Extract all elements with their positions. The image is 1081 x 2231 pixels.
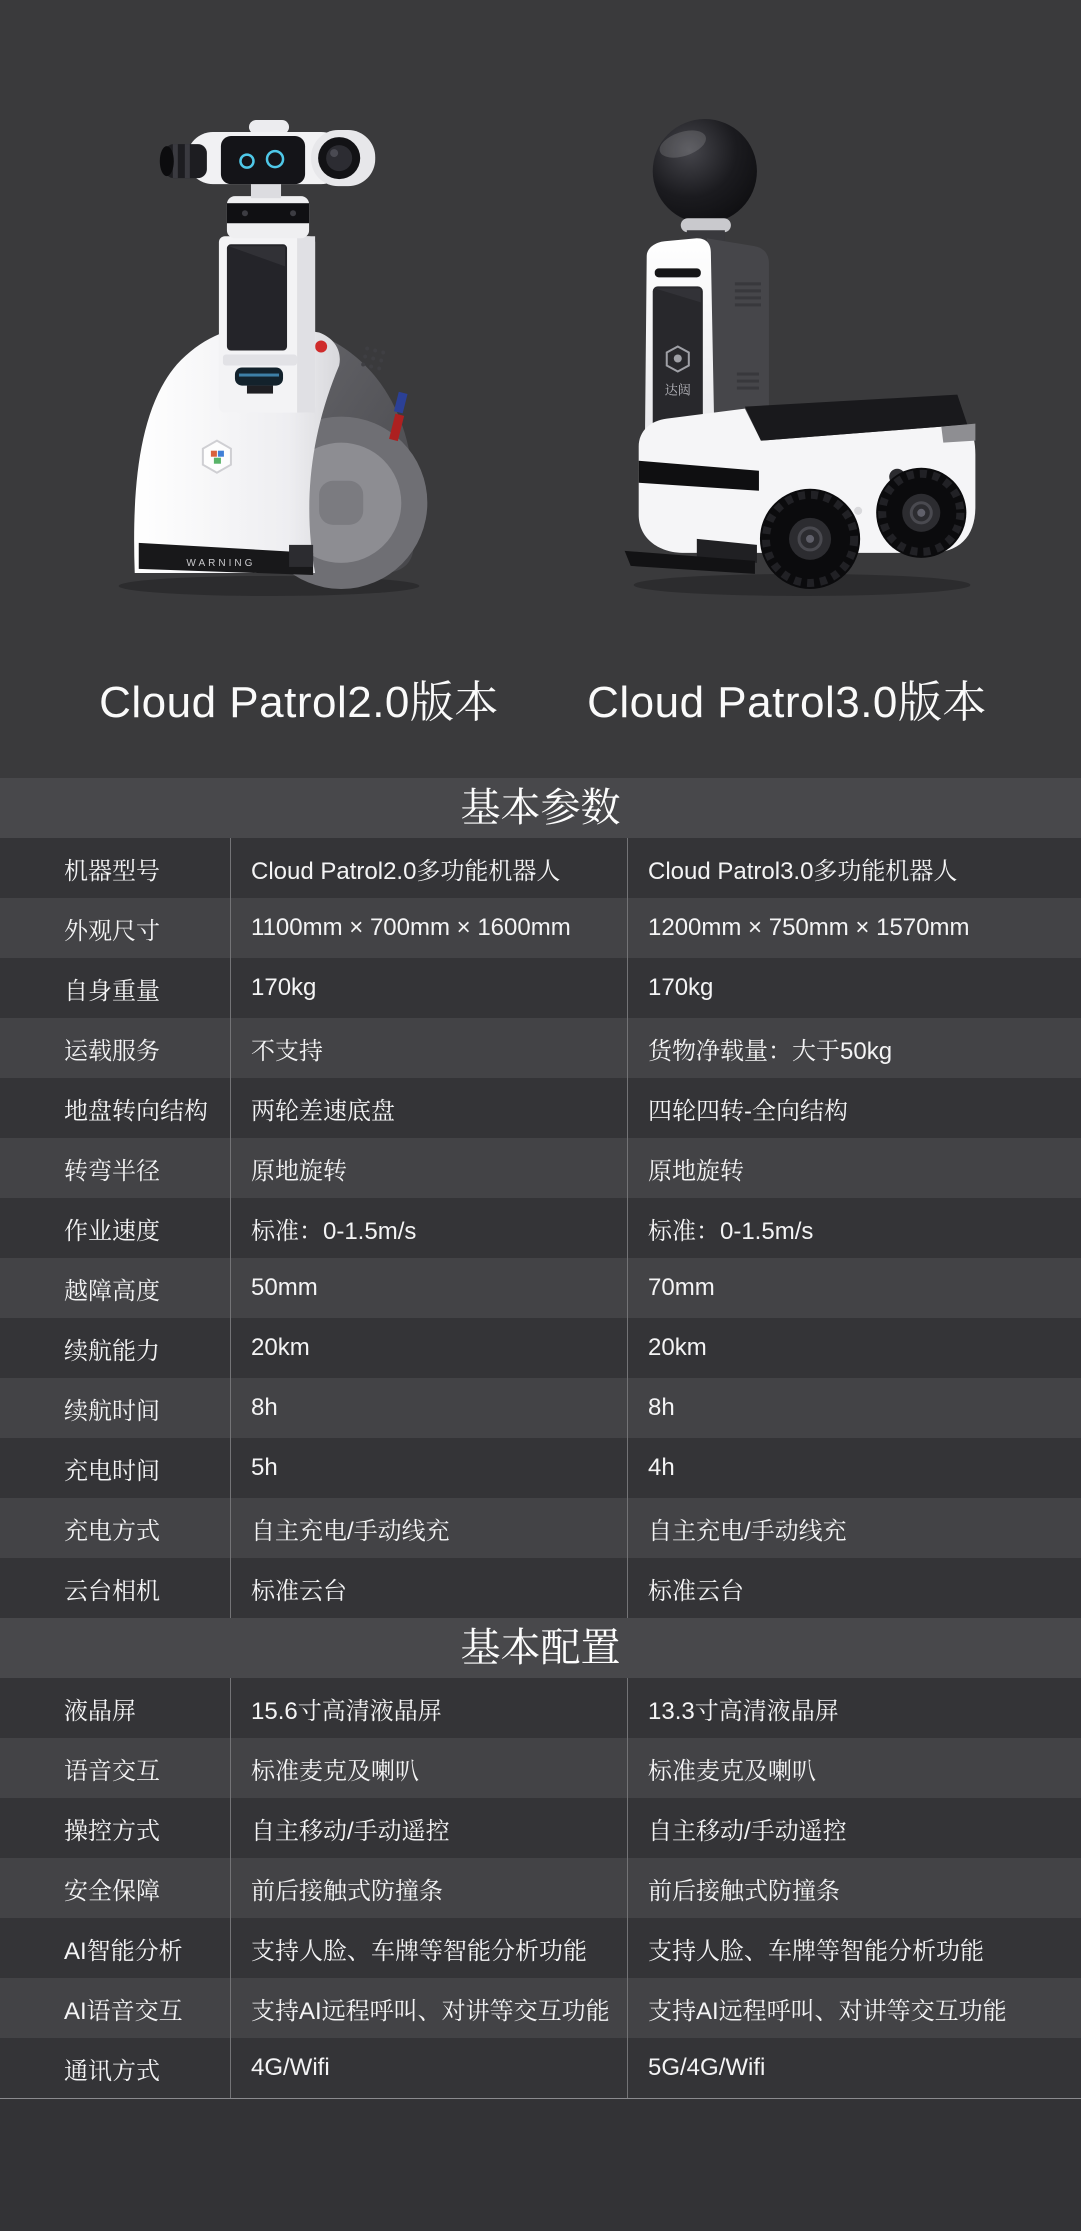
spec-value-v2: 标准麦克及喇叭 bbox=[627, 1738, 1081, 1798]
spec-label: 外观尺寸 bbox=[64, 917, 160, 945]
spec-table bbox=[0, 778, 1081, 2098]
spec-value-v2: 前后接触式防撞条 bbox=[627, 1858, 1081, 1918]
spec-row bbox=[0, 1078, 1081, 1138]
spec-label: 续航时间 bbox=[64, 1397, 160, 1425]
spec-value-v1: Cloud Patrol2.0多功能机器人 bbox=[230, 838, 627, 898]
spec-row bbox=[0, 898, 1081, 958]
spec-value-v2: 四轮四转-全向结构 bbox=[627, 1078, 1081, 1138]
spec-value-v1: 15.6寸高清液晶屏 bbox=[230, 1678, 627, 1738]
footer-strip bbox=[0, 2098, 1081, 2231]
wheel-icon bbox=[760, 489, 860, 589]
spec-value-v2: 标准：0-1.5m/s bbox=[627, 1198, 1081, 1258]
product-caption-2.0: Cloud Patrol2.0版本 bbox=[99, 678, 499, 727]
spec-label: 地盘转向结构 bbox=[64, 1097, 208, 1125]
spec-row bbox=[0, 2038, 1081, 2098]
spec-value-v1: 不支持 bbox=[230, 1018, 627, 1078]
spec-row bbox=[0, 1858, 1081, 1918]
spec-value-v2: 支持人脸、车牌等智能分析功能 bbox=[627, 1918, 1081, 1978]
spec-value-v2: 70mm bbox=[627, 1258, 1081, 1318]
sphere-head-icon bbox=[653, 119, 757, 250]
product-caption-3.0: Cloud Patrol3.0版本 bbox=[587, 678, 987, 727]
spec-row bbox=[0, 1138, 1081, 1198]
spec-label: 作业速度 bbox=[64, 1217, 160, 1245]
spec-label: 运载服务 bbox=[64, 1037, 160, 1065]
section-title: 基本参数 bbox=[0, 778, 1081, 838]
brand-logo-icon bbox=[203, 441, 231, 473]
spec-value-v2: 自主移动/手动遥控 bbox=[627, 1798, 1081, 1858]
spec-value-v1: 20km bbox=[230, 1318, 627, 1378]
spec-value-v2: 170kg bbox=[627, 958, 1081, 1018]
spec-value-v1: 前后接触式防撞条 bbox=[230, 1858, 627, 1918]
spec-value-v1: 自主充电/手动线充 bbox=[230, 1498, 627, 1558]
spec-label: AI语音交互 bbox=[64, 1997, 183, 2025]
spec-label: 云台相机 bbox=[64, 1577, 160, 1605]
section-title: 基本配置 bbox=[0, 1618, 1081, 1678]
screen-logo-text: 达闼 bbox=[664, 382, 691, 398]
spec-label: 机器型号 bbox=[64, 857, 160, 885]
spec-value-v1: 两轮差速底盘 bbox=[230, 1078, 627, 1138]
spec-label: AI智能分析 bbox=[64, 1937, 183, 1965]
spec-row bbox=[0, 1018, 1081, 1078]
spec-value-v2: 8h bbox=[627, 1378, 1081, 1438]
spec-value-v2: 自主充电/手动线充 bbox=[627, 1498, 1081, 1558]
spec-label: 安全保障 bbox=[64, 1877, 160, 1905]
spec-value-v1: 8h bbox=[230, 1378, 627, 1438]
spec-row bbox=[0, 1378, 1081, 1438]
emergency-button-icon bbox=[315, 340, 327, 352]
spec-value-v1: 50mm bbox=[230, 1258, 627, 1318]
spec-value-v1: 1100mm × 700mm × 1600mm bbox=[230, 898, 627, 958]
spec-value-v2: 4h bbox=[627, 1438, 1081, 1498]
spec-row bbox=[0, 1918, 1081, 1978]
spec-row bbox=[0, 958, 1081, 1018]
tower-screen bbox=[653, 286, 703, 436]
spec-label: 充电方式 bbox=[64, 1517, 160, 1545]
spec-label: 充电时间 bbox=[64, 1457, 160, 1485]
spec-value-v1: 标准：0-1.5m/s bbox=[230, 1198, 627, 1258]
spec-value-v1: 标准麦克及喇叭 bbox=[230, 1738, 627, 1798]
spec-label: 语音交互 bbox=[64, 1757, 160, 1785]
camera-gimbal-icon bbox=[160, 120, 375, 186]
spec-value-v1: 4G/Wifi bbox=[230, 2038, 627, 2098]
spec-value-v2: 货物净载量：大于50kg bbox=[627, 1018, 1081, 1078]
spec-value-v1: 支持人脸、车牌等智能分析功能 bbox=[230, 1918, 627, 1978]
spec-value-v2: 20km bbox=[627, 1318, 1081, 1378]
spec-value-v1: 5h bbox=[230, 1438, 627, 1498]
robot-cloud-patrol-3-image bbox=[596, 110, 980, 606]
spec-label: 续航能力 bbox=[64, 1337, 160, 1365]
spec-row bbox=[0, 838, 1081, 898]
spec-value-v1: 170kg bbox=[230, 958, 627, 1018]
spec-row bbox=[0, 1978, 1081, 2038]
spec-value-v2: 1200mm × 750mm × 1570mm bbox=[627, 898, 1081, 958]
spec-label: 操控方式 bbox=[64, 1817, 160, 1845]
spec-value-v2: 5G/4G/Wifi bbox=[627, 2038, 1081, 2098]
spec-row bbox=[0, 1798, 1081, 1858]
spec-row bbox=[0, 1558, 1081, 1618]
spec-label: 液晶屏 bbox=[64, 1697, 136, 1725]
bumper-warning-text: WARNING bbox=[186, 557, 256, 569]
spec-value-v1: 支持AI远程呼叫、对讲等交互功能 bbox=[230, 1978, 627, 2038]
spec-value-v2: Cloud Patrol3.0多功能机器人 bbox=[627, 838, 1081, 898]
spec-value-v1: 原地旋转 bbox=[230, 1138, 627, 1198]
robot-cloud-patrol-2-image bbox=[98, 106, 430, 602]
spec-label: 通讯方式 bbox=[64, 2057, 160, 2085]
spec-row bbox=[0, 1198, 1081, 1258]
sensor-slot-icon bbox=[655, 268, 701, 277]
spec-row bbox=[0, 1498, 1081, 1558]
spec-row bbox=[0, 1678, 1081, 1738]
spec-row bbox=[0, 1738, 1081, 1798]
spec-row bbox=[0, 1438, 1081, 1498]
spec-label: 转弯半径 bbox=[64, 1157, 160, 1185]
spec-value-v2: 标准云台 bbox=[627, 1558, 1081, 1618]
spec-row bbox=[0, 1258, 1081, 1318]
spec-value-v1: 自主移动/手动遥控 bbox=[230, 1798, 627, 1858]
spec-value-v2: 原地旋转 bbox=[627, 1138, 1081, 1198]
spec-label: 自身重量 bbox=[64, 977, 160, 1005]
wheel-icon bbox=[876, 468, 966, 558]
spec-value-v1: 标准云台 bbox=[230, 1558, 627, 1618]
product-showcase bbox=[0, 0, 1081, 778]
spec-label: 越障高度 bbox=[64, 1277, 160, 1305]
spec-value-v2: 13.3寸高清液晶屏 bbox=[627, 1678, 1081, 1738]
spec-row bbox=[0, 1318, 1081, 1378]
spec-value-v2: 支持AI远程呼叫、对讲等交互功能 bbox=[627, 1978, 1081, 2038]
